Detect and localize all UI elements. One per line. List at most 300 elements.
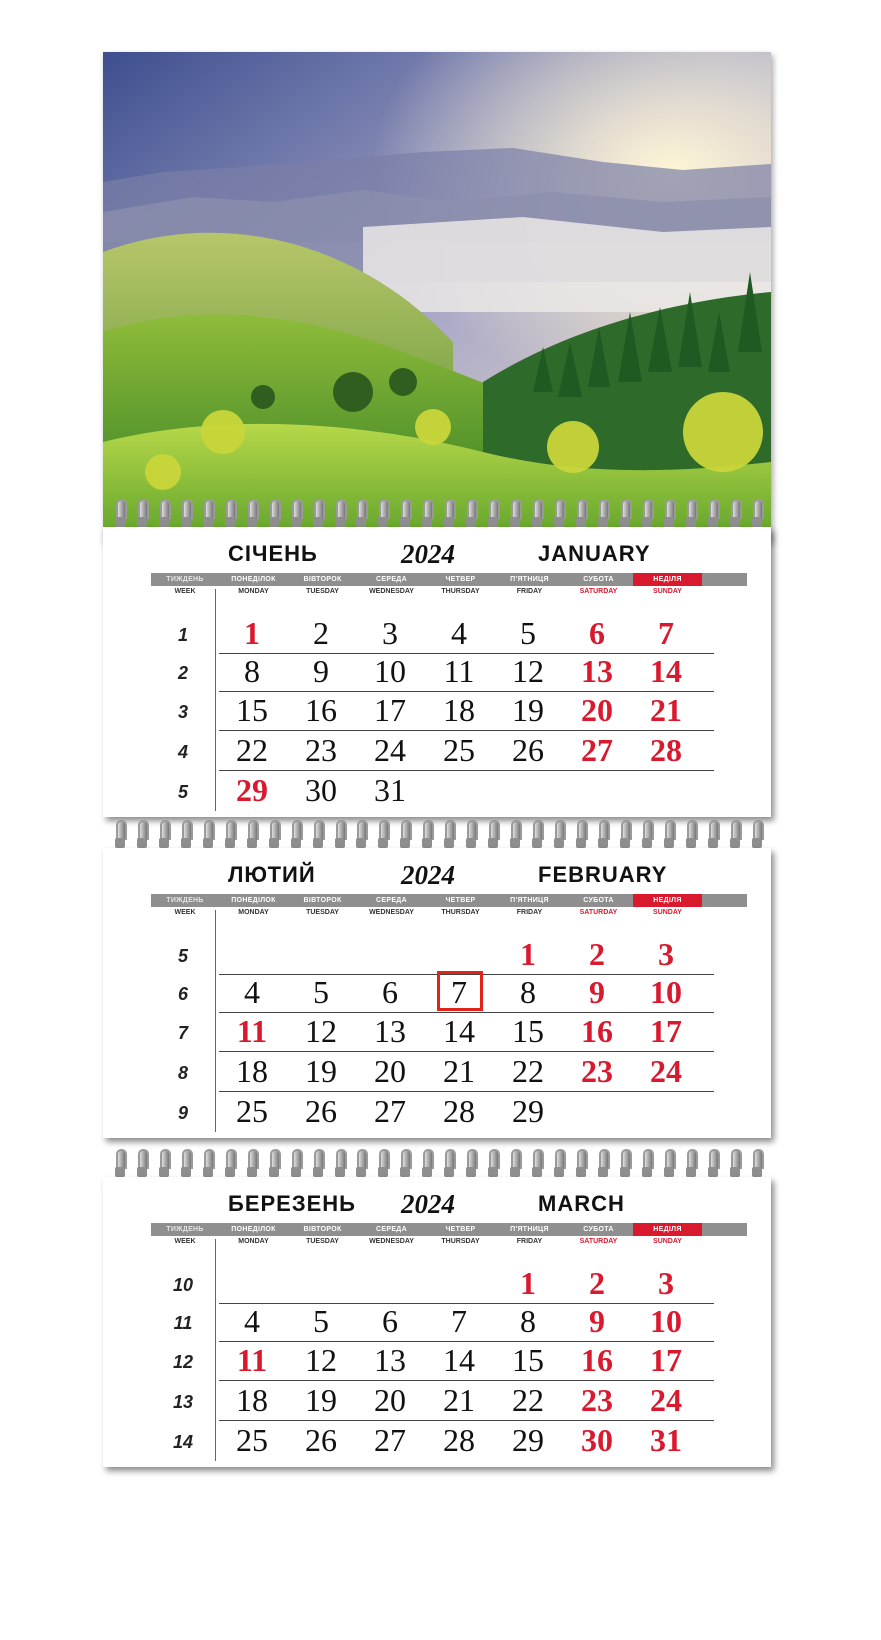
calendar-day[interactable]: 16 xyxy=(305,692,337,728)
ring-hole xyxy=(203,838,213,848)
ring-loop xyxy=(138,499,149,519)
ring-loop xyxy=(445,820,456,840)
calendar-day[interactable]: 22 xyxy=(512,1053,544,1089)
calendar-day[interactable]: 6 xyxy=(382,1303,398,1339)
weekday-en-label: SATURDAY xyxy=(579,588,618,595)
calendar-day[interactable]: 25 xyxy=(236,1093,268,1129)
month-name-ua: ЛЮТИЙ xyxy=(228,862,316,887)
spiral-ring xyxy=(686,1149,695,1179)
ring-loop xyxy=(182,1149,193,1169)
calendar-day[interactable]: 11 xyxy=(236,1342,268,1378)
calendar-day[interactable]: 7 xyxy=(658,615,674,651)
calendar-day[interactable]: 29 xyxy=(236,772,268,808)
ring-loop xyxy=(160,1149,171,1169)
spiral-ring xyxy=(269,1149,278,1179)
ring-hole xyxy=(598,838,608,848)
calendar-day[interactable]: 10 xyxy=(650,974,682,1010)
ring-hole xyxy=(730,838,740,848)
calendar-day[interactable]: 10 xyxy=(650,1303,682,1339)
ring-loop xyxy=(621,499,632,519)
calendar-day[interactable]: 26 xyxy=(305,1093,337,1129)
spiral-ring xyxy=(686,820,695,850)
month-header xyxy=(103,541,771,571)
ring-hole xyxy=(532,517,542,527)
weekday-ua-label: СЕРЕДА xyxy=(376,1226,407,1233)
ring-loop xyxy=(577,820,588,840)
ring-hole xyxy=(422,838,432,848)
week-number: 7 xyxy=(177,1023,188,1043)
week-number: 14 xyxy=(172,1432,194,1452)
spiral-ring xyxy=(291,820,300,850)
calendar-day[interactable]: 27 xyxy=(581,732,613,768)
week-column-divider xyxy=(215,1239,216,1461)
week-number: 13 xyxy=(172,1392,194,1412)
ring-hole xyxy=(422,1167,432,1177)
ring-loop xyxy=(599,1149,610,1169)
spiral-ring xyxy=(247,820,256,850)
calendar-day[interactable]: 19 xyxy=(305,1053,337,1089)
ring-loop xyxy=(292,499,303,519)
spiral-ring xyxy=(291,1149,300,1179)
calendar-day[interactable]: 15 xyxy=(512,1013,544,1049)
calendar-day[interactable]: 6 xyxy=(589,615,605,651)
calendar-day[interactable]: 16 xyxy=(581,1013,613,1049)
ring-hole xyxy=(488,838,498,848)
calendar-day[interactable]: 14 xyxy=(443,1013,475,1049)
spiral-ring xyxy=(422,499,431,529)
weekday-ua-label: ЧЕТВЕР xyxy=(445,1226,476,1233)
spiral-ring xyxy=(269,820,278,850)
ring-loop xyxy=(248,820,259,840)
weekday-header-en xyxy=(151,909,747,921)
ring-hole xyxy=(466,838,476,848)
weekday-ua-label: ВІВТОРОК xyxy=(303,576,342,583)
ring-hole xyxy=(708,517,718,527)
calendar-day[interactable]: 31 xyxy=(374,772,406,808)
weekday-en-label: MONDAY xyxy=(238,909,269,916)
ring-loop xyxy=(599,499,610,519)
ring-loop xyxy=(423,820,434,840)
spiral-ring xyxy=(269,499,278,529)
calendar-day[interactable]: 9 xyxy=(589,1303,605,1339)
calendar-day[interactable]: 5 xyxy=(520,615,536,651)
ring-hole xyxy=(466,517,476,527)
spiral-ring xyxy=(335,820,344,850)
spiral-ring xyxy=(598,820,607,850)
ring-hole xyxy=(686,517,696,527)
week-number: 4 xyxy=(177,742,188,762)
spiral-ring xyxy=(400,820,409,850)
weekday-ua-label: НЕДІЛЯ xyxy=(633,894,702,907)
calendar-day[interactable]: 12 xyxy=(512,653,544,689)
ring-loop xyxy=(643,1149,654,1169)
ring-hole xyxy=(466,1167,476,1177)
calendar-day[interactable]: 23 xyxy=(581,1053,613,1089)
ring-hole xyxy=(554,838,564,848)
week-number: 12 xyxy=(172,1352,194,1372)
spiral-ring xyxy=(356,820,365,850)
ring-hole xyxy=(269,838,279,848)
spiral-ring xyxy=(576,820,585,850)
weekday-ua-label: ВІВТОРОК xyxy=(303,1226,342,1233)
ring-hole xyxy=(642,517,652,527)
calendar-day[interactable]: 23 xyxy=(581,1382,613,1418)
weekday-en-label: FRIDAY xyxy=(516,588,543,595)
spiral-ring xyxy=(532,820,541,850)
calendar-day[interactable]: 8 xyxy=(520,1303,536,1339)
calendar-day[interactable]: 29 xyxy=(512,1093,544,1129)
spiral-ring xyxy=(466,1149,475,1179)
calendar-day[interactable]: 2 xyxy=(589,1265,605,1301)
calendar-day[interactable]: 16 xyxy=(581,1342,613,1378)
calendar-day[interactable]: 8 xyxy=(244,653,260,689)
spiral-ring xyxy=(730,1149,739,1179)
calendar-day[interactable]: 18 xyxy=(236,1053,268,1089)
spiral-ring xyxy=(576,1149,585,1179)
calendar-day[interactable]: 11 xyxy=(236,1013,268,1049)
ring-loop xyxy=(160,499,171,519)
spiral-ring xyxy=(664,820,673,850)
spiral-ring xyxy=(620,820,629,850)
ring-loop xyxy=(292,1149,303,1169)
calendar-day[interactable]: 13 xyxy=(581,653,613,689)
spiral-ring xyxy=(291,499,300,529)
ring-loop xyxy=(533,1149,544,1169)
ring-loop xyxy=(160,820,171,840)
ring-loop xyxy=(270,1149,281,1169)
ring-hole xyxy=(159,517,169,527)
calendar-day[interactable]: 21 xyxy=(443,1382,475,1418)
calendar-day[interactable]: 21 xyxy=(650,692,682,728)
spiral-ring xyxy=(642,820,651,850)
week-number: 11 xyxy=(173,1313,193,1333)
ring-loop xyxy=(467,820,478,840)
spiral-ring xyxy=(203,1149,212,1179)
weekday-en-label: SATURDAY xyxy=(579,909,618,916)
calendar-day[interactable]: 11 xyxy=(443,653,475,689)
ring-loop xyxy=(599,820,610,840)
weekday-en-label: WEDNESDAY xyxy=(369,909,414,916)
calendar-day[interactable]: 4 xyxy=(451,615,467,651)
ring-hole xyxy=(510,838,520,848)
ring-hole xyxy=(291,838,301,848)
ring-hole xyxy=(620,838,630,848)
spiral-ring xyxy=(378,1149,387,1179)
ring-loop xyxy=(379,499,390,519)
calendar-day[interactable]: 4 xyxy=(244,1303,260,1339)
calendar-day[interactable]: 25 xyxy=(236,1422,268,1458)
calendar-day[interactable]: 17 xyxy=(374,692,406,728)
calendar-day[interactable]: 10 xyxy=(374,653,406,689)
spiral-ring xyxy=(576,499,585,529)
ring-hole xyxy=(510,517,520,527)
calendar-day[interactable]: 3 xyxy=(382,615,398,651)
weekday-ua-label: ПОНЕДІЛОК xyxy=(231,1226,276,1233)
calendar-day[interactable]: 28 xyxy=(443,1093,475,1129)
spiral-ring xyxy=(225,499,234,529)
ring-hole xyxy=(422,517,432,527)
calendar-day[interactable]: 1 xyxy=(520,936,536,972)
spiral-ring xyxy=(510,499,519,529)
calendar-day[interactable]: 14 xyxy=(650,653,682,689)
ring-hole xyxy=(269,1167,279,1177)
calendar-day[interactable]: 9 xyxy=(589,974,605,1010)
ring-hole xyxy=(115,1167,125,1177)
ring-loop xyxy=(511,1149,522,1169)
ring-loop xyxy=(445,499,456,519)
calendar-day[interactable]: 13 xyxy=(374,1013,406,1049)
row-divider xyxy=(219,1091,714,1092)
week-number: 2 xyxy=(177,663,188,683)
ring-hole xyxy=(730,517,740,527)
spiral-ring xyxy=(335,499,344,529)
spiral-ring xyxy=(444,1149,453,1179)
calendar-day[interactable]: 20 xyxy=(581,692,613,728)
ring-loop xyxy=(621,1149,632,1169)
spiral-ring xyxy=(356,499,365,529)
ring-loop xyxy=(248,499,259,519)
ring-loop xyxy=(555,1149,566,1169)
ring-loop xyxy=(731,499,742,519)
ring-hole xyxy=(115,838,125,848)
ring-hole xyxy=(225,1167,235,1177)
ring-hole xyxy=(335,517,345,527)
calendar-day[interactable]: 28 xyxy=(650,732,682,768)
ring-hole xyxy=(400,1167,410,1177)
month-sheet-february xyxy=(103,848,771,1138)
ring-loop xyxy=(270,499,281,519)
ring-loop xyxy=(314,1149,325,1169)
calendar-day[interactable]: 5 xyxy=(313,1303,329,1339)
calendar-day[interactable]: 23 xyxy=(305,732,337,768)
calendar-day[interactable]: 6 xyxy=(382,974,398,1010)
ring-hole xyxy=(137,838,147,848)
calendar-day[interactable]: 17 xyxy=(650,1342,682,1378)
ring-hole xyxy=(159,838,169,848)
ring-loop xyxy=(687,820,698,840)
calendar-day[interactable]: 25 xyxy=(443,732,475,768)
spiral-ring xyxy=(137,1149,146,1179)
ring-loop xyxy=(423,499,434,519)
ring-loop xyxy=(138,820,149,840)
spiral-ring xyxy=(203,499,212,529)
ring-hole xyxy=(664,838,674,848)
calendar-day[interactable]: 20 xyxy=(374,1053,406,1089)
calendar-day[interactable]: 24 xyxy=(650,1053,682,1089)
weekday-ua-label: ТИЖДЕНЬ xyxy=(166,897,204,904)
spiral-ring xyxy=(554,820,563,850)
calendar-day[interactable]: 4 xyxy=(244,974,260,1010)
calendar-day[interactable]: 2 xyxy=(589,936,605,972)
spiral-ring xyxy=(488,499,497,529)
calendar-day[interactable]: 18 xyxy=(236,1382,268,1418)
ring-hole xyxy=(642,1167,652,1177)
ring-hole xyxy=(335,838,345,848)
calendar-day[interactable]: 1 xyxy=(520,1265,536,1301)
calendar-day[interactable]: 12 xyxy=(305,1013,337,1049)
ring-loop xyxy=(511,499,522,519)
weekday-ua-label: ТИЖДЕНЬ xyxy=(166,576,204,583)
spiral-ring xyxy=(510,1149,519,1179)
ring-hole xyxy=(247,1167,257,1177)
ring-loop xyxy=(511,820,522,840)
ring-loop xyxy=(665,820,676,840)
calendar-day[interactable]: 19 xyxy=(512,692,544,728)
weekday-ua-label: ЧЕТВЕР xyxy=(445,576,476,583)
calendar-day[interactable]: 24 xyxy=(650,1382,682,1418)
spiral-ring xyxy=(313,820,322,850)
month-header xyxy=(103,862,771,892)
calendar-day[interactable]: 20 xyxy=(374,1382,406,1418)
spiral-ring xyxy=(335,1149,344,1179)
week-column-divider xyxy=(215,589,216,811)
ring-hole xyxy=(269,517,279,527)
spiral-ring xyxy=(181,1149,190,1179)
calendar-day[interactable]: 8 xyxy=(520,974,536,1010)
ring-hole xyxy=(291,1167,301,1177)
spiral-ring xyxy=(159,820,168,850)
ring-hole xyxy=(247,838,257,848)
weekday-ua-label: ЧЕТВЕР xyxy=(445,897,476,904)
spiral-ring xyxy=(137,499,146,529)
spiral-ring xyxy=(642,1149,651,1179)
spiral-ring xyxy=(181,499,190,529)
calendar-day[interactable]: 2 xyxy=(313,615,329,651)
spiral-ring xyxy=(664,499,673,529)
week-column-divider xyxy=(215,910,216,1132)
month-sheet-march xyxy=(103,1177,771,1467)
ring-hole xyxy=(115,517,125,527)
ring-loop xyxy=(182,820,193,840)
calendar-day[interactable]: 14 xyxy=(443,1342,475,1378)
row-divider xyxy=(219,1420,714,1421)
calendar-day[interactable]: 19 xyxy=(305,1382,337,1418)
calendar-day[interactable]: 9 xyxy=(313,653,329,689)
weekday-ua-label: ВІВТОРОК xyxy=(303,897,342,904)
ring-loop xyxy=(314,820,325,840)
ring-loop xyxy=(379,1149,390,1169)
calendar-day[interactable]: 17 xyxy=(650,1013,682,1049)
ring-loop xyxy=(204,820,215,840)
calendar-day[interactable]: 22 xyxy=(512,1382,544,1418)
spiral-ring xyxy=(510,820,519,850)
calendar-day[interactable]: 7 xyxy=(451,974,467,1010)
calendar-day[interactable]: 30 xyxy=(581,1422,613,1458)
ring-hole xyxy=(752,517,762,527)
spiral-ring xyxy=(620,1149,629,1179)
calendar-day[interactable]: 26 xyxy=(305,1422,337,1458)
weekday-en-label: THURSDAY xyxy=(441,909,480,916)
calendar-day[interactable]: 24 xyxy=(374,732,406,768)
calendar-day[interactable]: 3 xyxy=(658,936,674,972)
spiral-ring xyxy=(159,1149,168,1179)
calendar-day[interactable]: 31 xyxy=(650,1422,682,1458)
spiral-ring xyxy=(488,1149,497,1179)
ring-hole xyxy=(532,838,542,848)
calendar-day[interactable]: 27 xyxy=(374,1422,406,1458)
row-divider xyxy=(219,1051,714,1052)
calendar-day[interactable]: 7 xyxy=(451,1303,467,1339)
spiral-ring xyxy=(598,499,607,529)
calendar-day[interactable]: 15 xyxy=(512,1342,544,1378)
spiral-ring xyxy=(225,820,234,850)
spiral-ring xyxy=(159,499,168,529)
ring-loop xyxy=(423,1149,434,1169)
month-name-en: JANUARY xyxy=(538,541,651,566)
calendar-day[interactable]: 26 xyxy=(512,732,544,768)
ring-hole xyxy=(247,517,257,527)
spiral-ring xyxy=(730,820,739,850)
year-label: 2024 xyxy=(401,860,455,890)
spiral-ring xyxy=(708,820,717,850)
calendar-day[interactable]: 18 xyxy=(443,692,475,728)
calendar-day[interactable]: 13 xyxy=(374,1342,406,1378)
ring-loop xyxy=(204,499,215,519)
spiral-ring xyxy=(708,499,717,529)
calendar-day[interactable]: 29 xyxy=(512,1422,544,1458)
spiral-ring xyxy=(422,1149,431,1179)
landscape-photo xyxy=(103,52,771,542)
ring-loop xyxy=(467,1149,478,1169)
spiral-ring xyxy=(313,1149,322,1179)
calendar-day[interactable]: 15 xyxy=(236,692,268,728)
spiral-ring xyxy=(400,1149,409,1179)
ring-loop xyxy=(292,820,303,840)
weekday-en-label: WEDNESDAY xyxy=(369,588,414,595)
calendar-day[interactable]: 22 xyxy=(236,732,268,768)
calendar-day[interactable]: 21 xyxy=(443,1053,475,1089)
ring-loop xyxy=(555,820,566,840)
calendar-day[interactable]: 1 xyxy=(244,615,260,651)
ring-hole xyxy=(620,1167,630,1177)
ring-loop xyxy=(555,499,566,519)
calendar-day[interactable]: 12 xyxy=(305,1342,337,1378)
spiral-ring xyxy=(488,820,497,850)
mountain-landscape-image xyxy=(103,52,771,542)
spiral-ring xyxy=(752,820,761,850)
calendar-day[interactable]: 28 xyxy=(443,1422,475,1458)
ring-loop xyxy=(577,499,588,519)
calendar-day[interactable]: 27 xyxy=(374,1093,406,1129)
spiral-ring xyxy=(554,1149,563,1179)
weekday-ua-label: НЕДІЛЯ xyxy=(633,1223,702,1236)
ring-hole xyxy=(181,1167,191,1177)
ring-hole xyxy=(730,1167,740,1177)
calendar-day[interactable]: 30 xyxy=(305,772,337,808)
ring-hole xyxy=(378,838,388,848)
ring-hole xyxy=(488,517,498,527)
ring-loop xyxy=(753,499,764,519)
week-number: 3 xyxy=(177,702,188,722)
ring-loop xyxy=(709,820,720,840)
ring-loop xyxy=(533,820,544,840)
ring-hole xyxy=(598,517,608,527)
ring-hole xyxy=(181,517,191,527)
weekday-ua-label: П'ЯТНИЦЯ xyxy=(510,576,549,583)
spiral-ring xyxy=(400,499,409,529)
calendar-day[interactable]: 5 xyxy=(313,974,329,1010)
row-divider xyxy=(219,1380,714,1381)
ring-loop xyxy=(401,820,412,840)
month-sheet-january xyxy=(103,527,771,817)
calendar-day[interactable]: 3 xyxy=(658,1265,674,1301)
weekday-ua-label: СУБОТА xyxy=(583,576,614,583)
ring-hole xyxy=(400,517,410,527)
spiral-ring xyxy=(752,1149,761,1179)
row-divider xyxy=(219,770,714,771)
weekday-en-label: TUESDAY xyxy=(306,909,339,916)
ring-hole xyxy=(378,517,388,527)
